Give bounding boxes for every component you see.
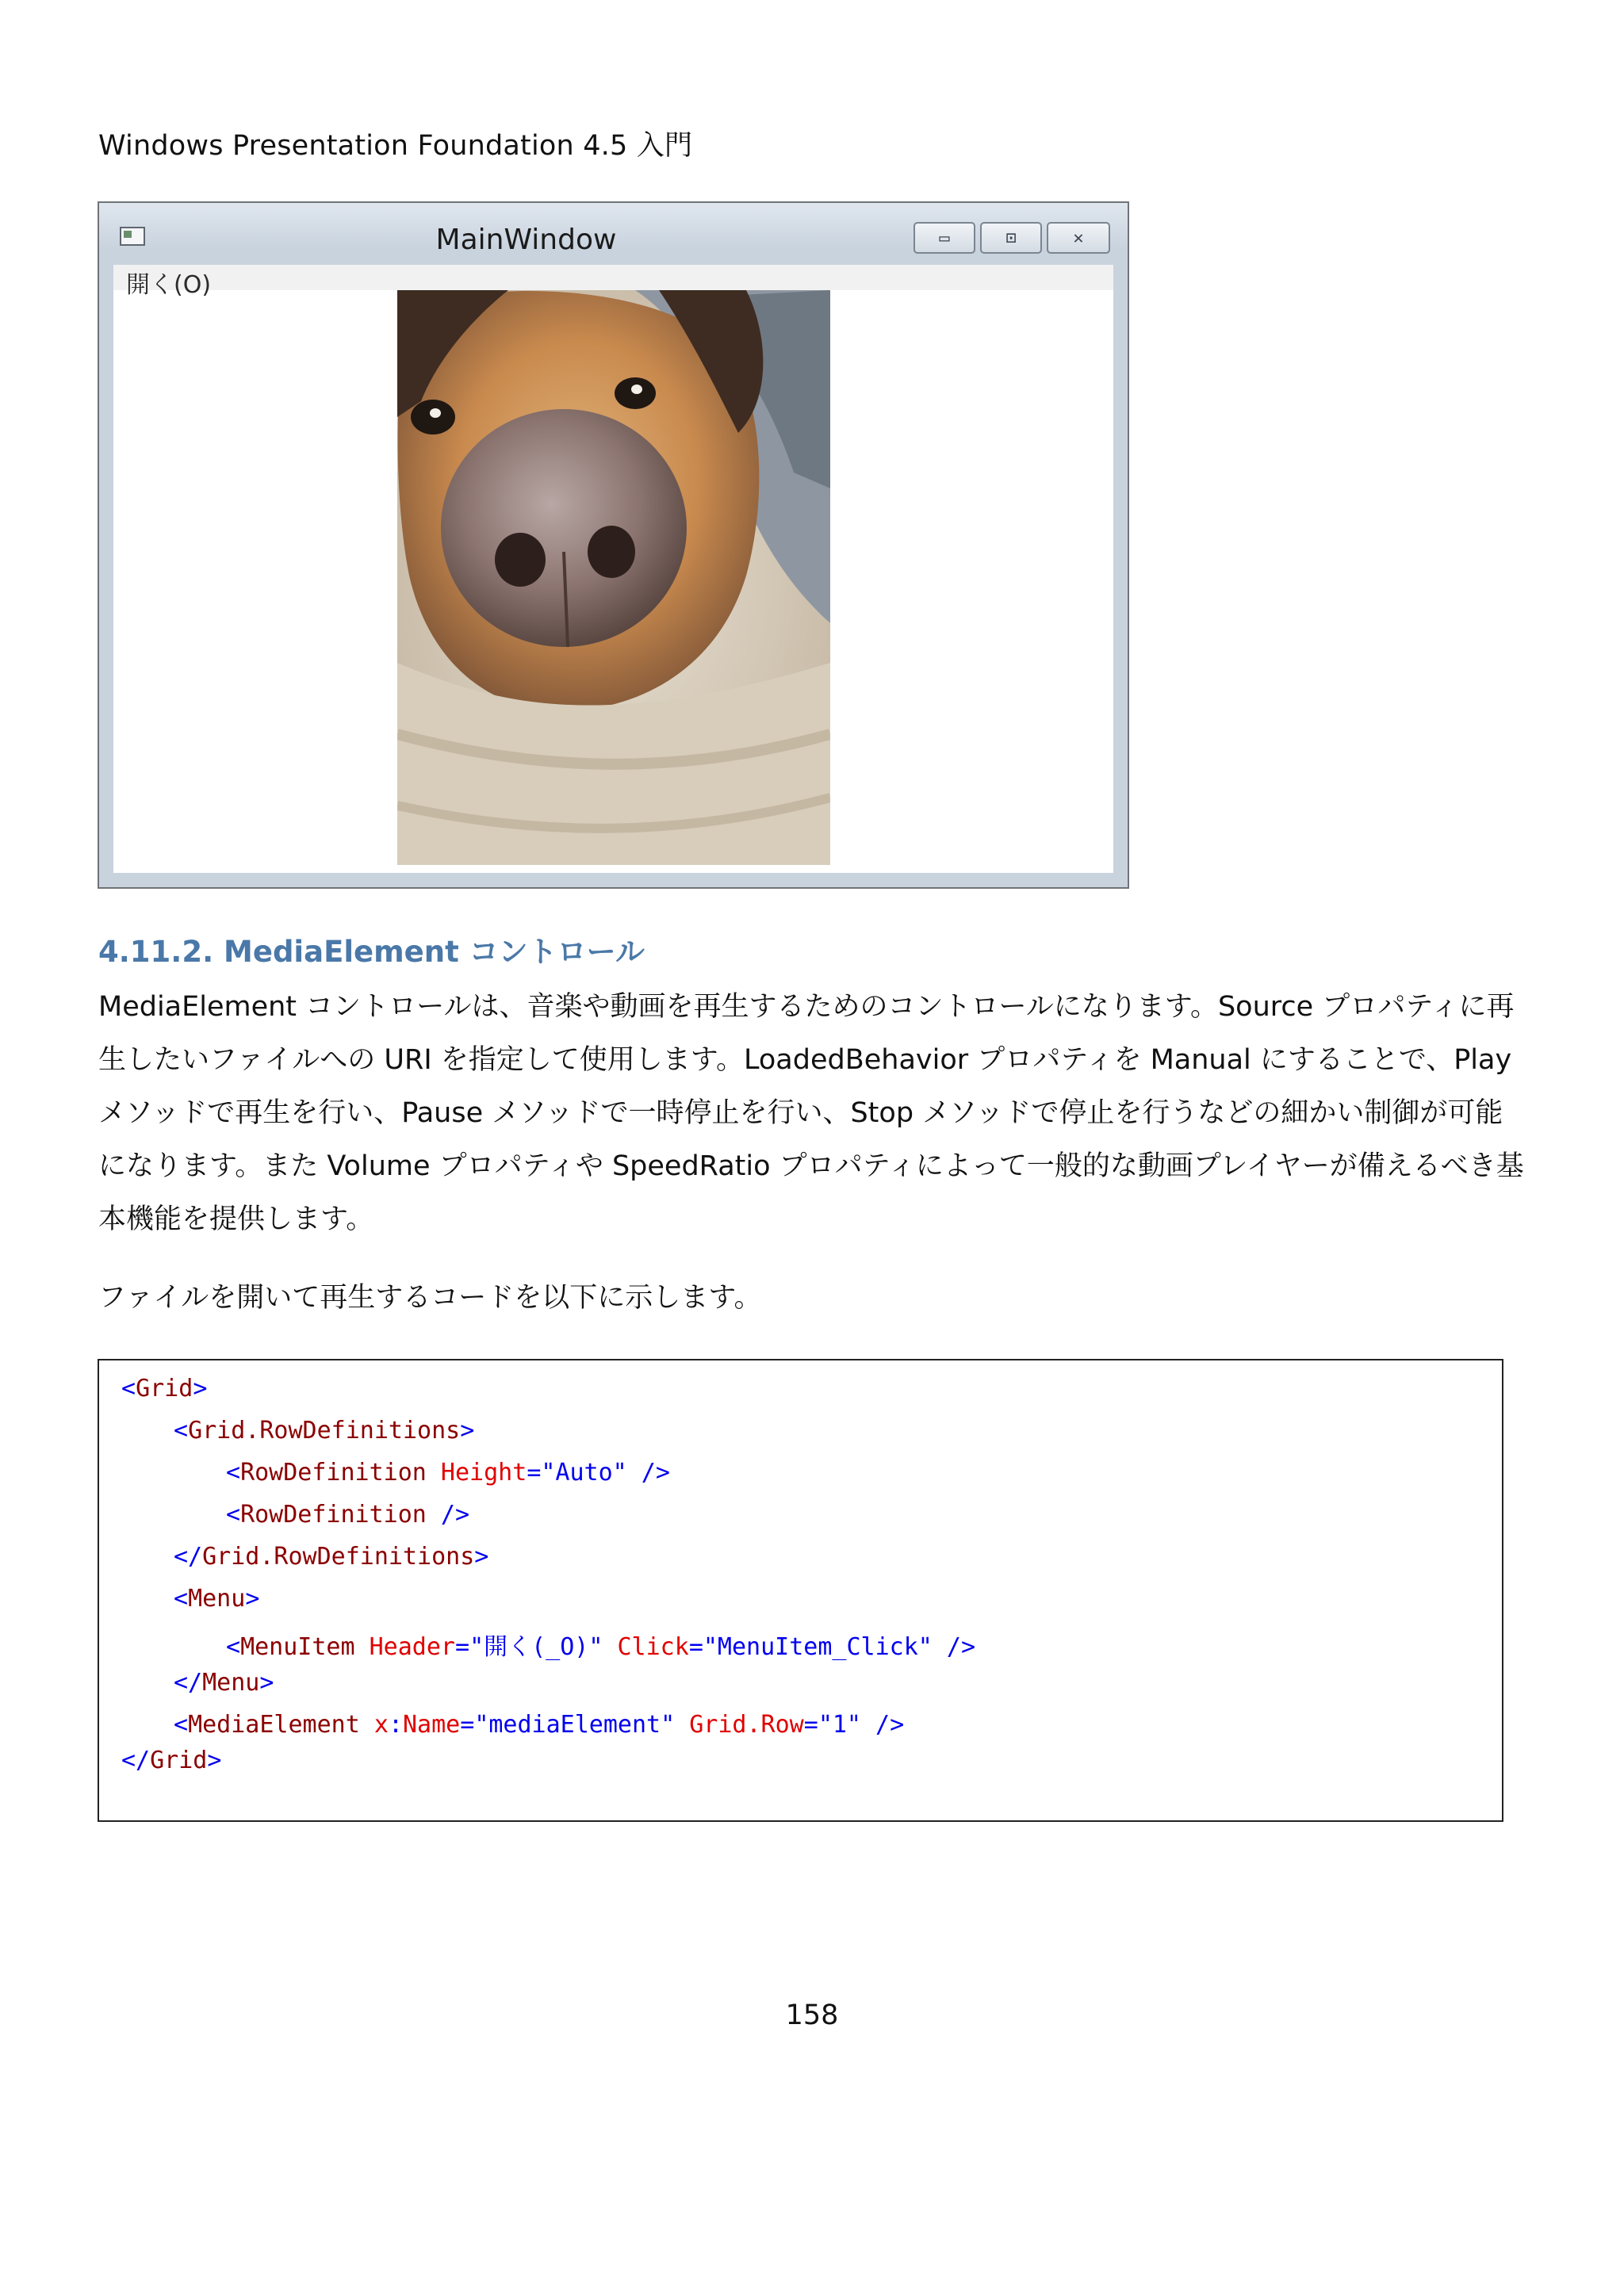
mainwindow-screenshot: [98, 201, 1129, 889]
code-lead-in: ファイルを開いて再生するコードを以下に示します。: [98, 1282, 762, 1314]
menu-item-open[interactable]: 開く(O): [126, 271, 212, 299]
window-title: MainWindow: [435, 224, 617, 256]
dog-photo: [397, 290, 830, 865]
code-line: </Grid.RowDefinitions>: [174, 1543, 489, 1571]
dog-photo-illustration: [397, 290, 830, 865]
minimize-icon[interactable]: ▭: [914, 222, 975, 254]
code-line: <Grid>: [121, 1375, 208, 1402]
code-listing: [98, 1359, 1503, 1822]
code-line: <RowDefinition Height="Auto" />: [226, 1459, 670, 1487]
code-line: </Grid>: [121, 1747, 222, 1774]
window-caption-buttons: [914, 222, 1110, 254]
code-line: <RowDefinition />: [226, 1501, 470, 1529]
body-paragraph: MediaElement コントロールは、音楽や動画を再生するためのコントロールになります。Source プロパティに再生したいファイルへの URI を指定して使用します。LoadedBehavior プロパティを Manual にすることで、Play メソッドで再生を行い、Pause メソッドで一時停止を行い、Stop メソッドで停止を行うなどの細かい制御が可能になります。また Volume プロパティや SpeedRatio プロパティによって一般的な動画プレイヤーが備えるべき基本機能を提供します。: [98, 991, 1524, 1235]
code-line: <MenuItem Header="開く(_O)" Click="MenuItem_Click" />: [226, 1633, 976, 1661]
code-line: <Grid.RowDefinitions>: [174, 1417, 475, 1445]
code-line: <MediaElement x:Name="mediaElement" Grid.Row="1" />: [174, 1711, 905, 1739]
code-line: </Menu>: [174, 1669, 274, 1697]
window-client-area: [113, 265, 1113, 873]
section-heading: 4.11.2. MediaElement コントロール: [98, 935, 645, 969]
running-header: Windows Presentation Foundation 4.5 入門: [98, 130, 693, 162]
maximize-icon[interactable]: ⊡: [980, 222, 1042, 254]
page-number: 158: [785, 1999, 839, 2031]
code-line: <Menu>: [174, 1585, 260, 1613]
menu-bar: [113, 265, 1113, 299]
close-icon[interactable]: ✕: [1047, 222, 1110, 254]
